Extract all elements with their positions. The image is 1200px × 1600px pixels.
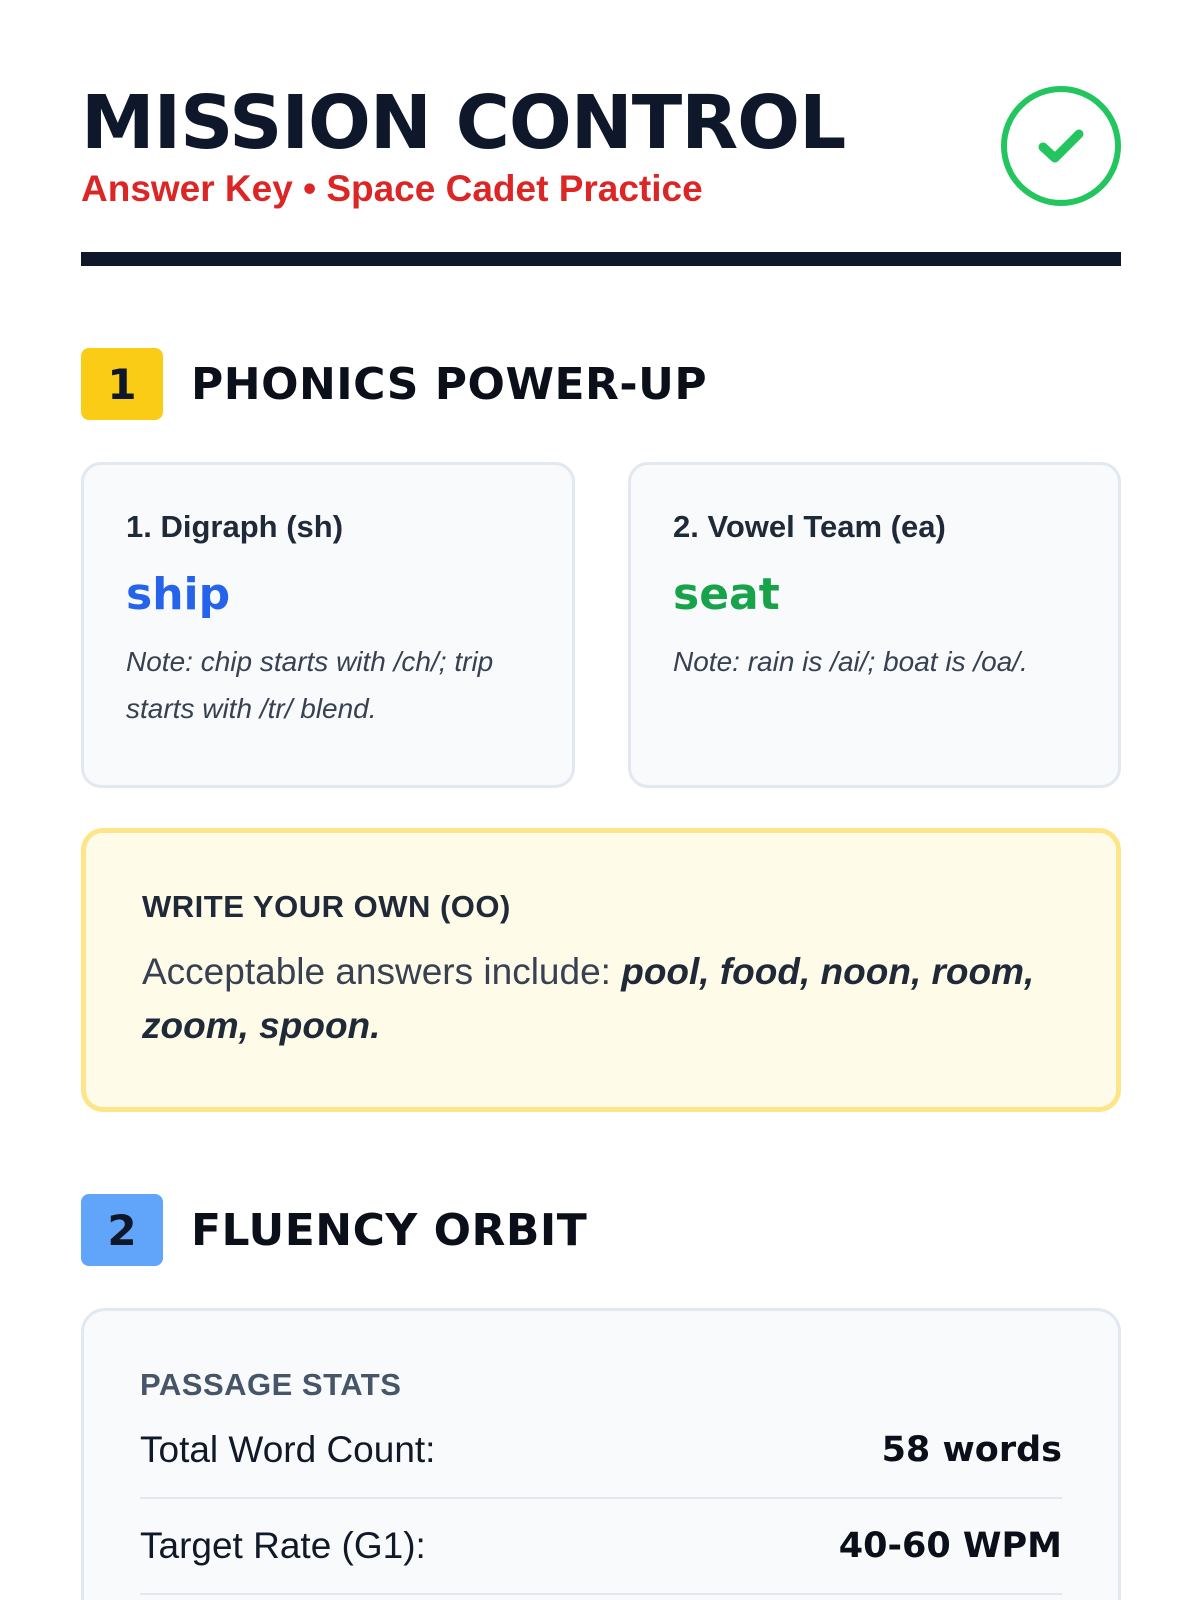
answers-list: pool, food, noon, room, zoom, spoon. bbox=[142, 951, 1035, 1046]
answer-word: seat bbox=[673, 569, 780, 620]
stat-row bbox=[140, 1403, 1062, 1499]
phonics-card-vowel-team bbox=[628, 462, 1121, 788]
page-title: MISSION CONTROL bbox=[81, 80, 846, 166]
answer-word: ship bbox=[126, 569, 231, 620]
stat-value: 40-60 WPM bbox=[838, 1526, 1062, 1566]
stat-row bbox=[140, 1499, 1062, 1595]
stat-value: 58 words bbox=[881, 1430, 1062, 1470]
section-number-badge: 1 bbox=[81, 348, 163, 420]
section-heading-fluency bbox=[81, 1194, 587, 1266]
card-label: 2. Vowel Team (ea) bbox=[673, 509, 946, 544]
card-note: Note: chip starts with /ch/; trip starts with /tr/ blend. bbox=[126, 646, 494, 724]
checkmark-icon bbox=[1033, 118, 1089, 174]
passage-stats-label: PASSAGE STATS bbox=[140, 1367, 402, 1402]
write-your-own-box bbox=[81, 828, 1121, 1112]
section-title: PHONICS POWER-UP bbox=[191, 358, 708, 410]
write-your-own-label: WRITE YOUR OWN (OO) bbox=[142, 889, 511, 924]
card-label: 1. Digraph (sh) bbox=[126, 509, 344, 544]
answers-lead: Acceptable answers include: bbox=[142, 951, 622, 992]
section-number-badge: 2 bbox=[81, 1194, 163, 1266]
header-divider bbox=[81, 252, 1121, 266]
card-note: Note: rain is /ai/; boat is /oa/. bbox=[673, 646, 1028, 678]
phonics-card-digraph bbox=[81, 462, 575, 788]
page-header bbox=[81, 80, 1121, 230]
stat-key: Total Word Count: bbox=[140, 1429, 436, 1470]
stat-key: Target Rate (G1): bbox=[140, 1525, 426, 1566]
acceptable-answers bbox=[142, 945, 1060, 1052]
check-circle-icon bbox=[1001, 86, 1121, 206]
passage-stats-card bbox=[81, 1308, 1121, 1600]
section-title: FLUENCY ORBIT bbox=[191, 1204, 588, 1256]
section-heading-phonics bbox=[81, 348, 707, 420]
page-subtitle: Answer Key • Space Cadet Practice bbox=[81, 168, 703, 209]
